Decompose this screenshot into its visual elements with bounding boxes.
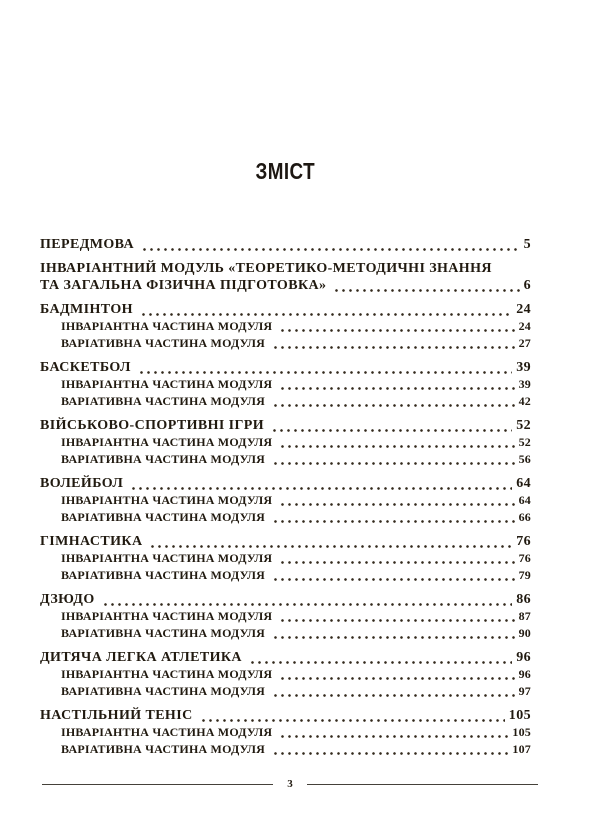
toc-subentry [40,666,531,683]
toc-subentry-page: 27 [518,336,531,350]
toc-subentry-title: ІНВАРІАНТНА ЧАСТИНА МОДУЛЯ [61,493,273,507]
toc-subentry-page: 105 [512,725,531,739]
toc-subentry [40,683,531,700]
dot-leader [272,404,515,407]
toc-subentry [40,376,531,393]
dot-leader [272,462,515,465]
toc-entry-page: 24 [516,302,531,317]
toc-entry-title: ВІЙСЬКОВО-СПОРТИВНІ ІГРИ [40,418,265,433]
dot-leader [272,346,515,349]
toc-subentry-title: ІНВАРІАНТНА ЧАСТИНА МОДУЛЯ [61,319,273,333]
dot-leader [279,677,514,680]
toc-block [40,475,531,526]
toc-subentry-page: 79 [518,568,531,582]
toc-entry-page: 6 [523,278,531,293]
toc-subentry [40,724,531,741]
toc-subentry-page: 52 [518,435,531,449]
dot-leader [279,445,514,448]
dot-leader [279,387,514,390]
toc-subentry-page: 90 [518,626,531,640]
toc-block [40,301,531,352]
dot-leader [279,503,514,506]
toc-entry [40,301,531,318]
toc-entry-title: НАСТІЛЬНИЙ ТЕНІС [40,708,193,723]
toc-subentry-title: ВАРІАТИВНА ЧАСТИНА МОДУЛЯ [61,394,266,408]
toc-subentry-page: 97 [518,684,531,698]
toc-subentry [40,608,531,625]
toc-subentry-title: ІНВАРІАНТНА ЧАСТИНА МОДУЛЯ [61,377,273,391]
toc-entry-page: 86 [516,592,531,607]
toc-subentry-page: 64 [518,493,531,507]
toc-entry-title: ТА ЗАГАЛЬНА ФІЗИЧНА ПІДГОТОВКА» [40,278,327,293]
toc-subentry-title: ВАРІАТИВНА ЧАСТИНА МОДУЛЯ [61,510,266,524]
toc-entry-page: 52 [516,418,531,433]
toc-subentry-title: ВАРІАТИВНА ЧАСТИНА МОДУЛЯ [61,452,266,466]
toc-block [40,417,531,468]
toc-entry-page: 96 [516,650,531,665]
toc-subentry-title: ІНВАРІАНТНА ЧАСТИНА МОДУЛЯ [61,435,273,449]
toc-subentry-page: 39 [518,377,531,391]
dot-leader [140,313,512,316]
toc-subentry [40,393,531,410]
toc-subentry [40,509,531,526]
toc-subentry-title: ІНВАРІАНТНА ЧАСТИНА МОДУЛЯ [61,551,273,565]
toc-block [40,533,531,584]
dot-leader [272,636,515,639]
toc-block [40,707,531,758]
toc-entry-page: 105 [508,708,531,723]
toc-entry [40,236,531,253]
toc-entry-title: БАДМІНТОН [40,302,133,317]
toc-subentry-page: 96 [518,667,531,681]
toc-subentry [40,434,531,451]
footer-page-number: 3 [287,778,293,790]
toc-block [40,649,531,700]
dot-leader [272,752,508,755]
toc-subentry-title: ВАРІАТИВНА ЧАСТИНА МОДУЛЯ [61,684,266,698]
page-title-text: ЗМІСТ [255,158,316,184]
toc-subentry-page: 87 [518,609,531,623]
toc-subentry-page: 24 [518,319,531,333]
dot-leader [333,289,519,292]
toc-entry [40,533,531,550]
toc-subentry-page: 66 [518,510,531,524]
toc-subentry-title: ВАРІАТИВНА ЧАСТИНА МОДУЛЯ [61,742,266,756]
toc-entry [40,417,531,434]
toc-subentry-title: ІНВАРІАНТНА ЧАСТИНА МОДУЛЯ [61,609,273,623]
dot-leader [130,487,512,490]
dot-leader [279,329,514,332]
toc-block [40,591,531,642]
toc-subentry [40,318,531,335]
toc-subentry-page: 42 [518,394,531,408]
toc-entry [40,475,531,492]
toc-subentry-title: ВАРІАТИВНА ЧАСТИНА МОДУЛЯ [61,626,266,640]
toc-block [40,236,531,253]
toc-entry-page: 64 [516,476,531,491]
toc-entry-title: ДЗЮДО [40,592,95,607]
toc-entry [40,707,531,724]
dot-leader [271,429,512,432]
toc-subentry [40,451,531,468]
toc-subentry-title: ВАРІАТИВНА ЧАСТИНА МОДУЛЯ [61,568,266,582]
toc-entry [40,260,531,277]
toc-subentry [40,550,531,567]
toc-entry-title: ПЕРЕДМОВА [40,237,135,252]
toc-subentry-page: 56 [518,452,531,466]
dot-leader [272,578,515,581]
toc-subentry-title: ІНВАРІАНТНА ЧАСТИНА МОДУЛЯ [61,667,273,681]
toc-entry-page: 76 [516,534,531,549]
toc-subentry-title: ВАРІАТИВНА ЧАСТИНА МОДУЛЯ [61,336,266,350]
page-footer [42,778,538,790]
toc-subentry [40,492,531,509]
dot-leader [279,619,514,622]
toc-entry-page: 5 [523,237,531,252]
toc-entry [40,649,531,666]
footer-rule-right [307,784,538,785]
toc-subentry-title: ІНВАРІАНТНА ЧАСТИНА МОДУЛЯ [61,725,273,739]
dot-leader [249,661,512,664]
page-title [40,158,531,185]
toc-subentry [40,625,531,642]
dot-leader [138,371,512,374]
toc-entry-title: БАСКЕТБОЛ [40,360,131,375]
dot-leader [141,248,520,251]
toc-entry [40,591,531,608]
toc-entry-title: ДИТЯЧА ЛЕГКА АТЛЕТИКА [40,650,242,665]
dot-leader [279,735,508,738]
table-of-contents [40,236,531,765]
toc-subentry [40,567,531,584]
toc-entry-title: ІНВАРІАНТНИЙ МОДУЛЬ «ТЕОРЕТИКО-МЕТОДИЧНІ ЗНАННЯ [40,261,492,276]
toc-subentry-page: 76 [518,551,531,565]
toc-entry [40,359,531,376]
toc-entry-title: ГІМНАСТИКА [40,534,143,549]
toc-subentry [40,335,531,352]
toc-block [40,260,531,294]
toc-subentry-page: 107 [512,742,531,756]
toc-entry-title: ВОЛЕЙБОЛ [40,476,124,491]
toc-entry [40,277,531,294]
dot-leader [279,561,514,564]
dot-leader [102,603,513,606]
toc-entry-page: 39 [516,360,531,375]
footer-rule-left [42,784,273,785]
dot-leader [272,520,515,523]
toc-subentry [40,741,531,758]
toc-block [40,359,531,410]
dot-leader [272,694,515,697]
dot-leader [149,545,512,548]
dot-leader [200,719,505,722]
